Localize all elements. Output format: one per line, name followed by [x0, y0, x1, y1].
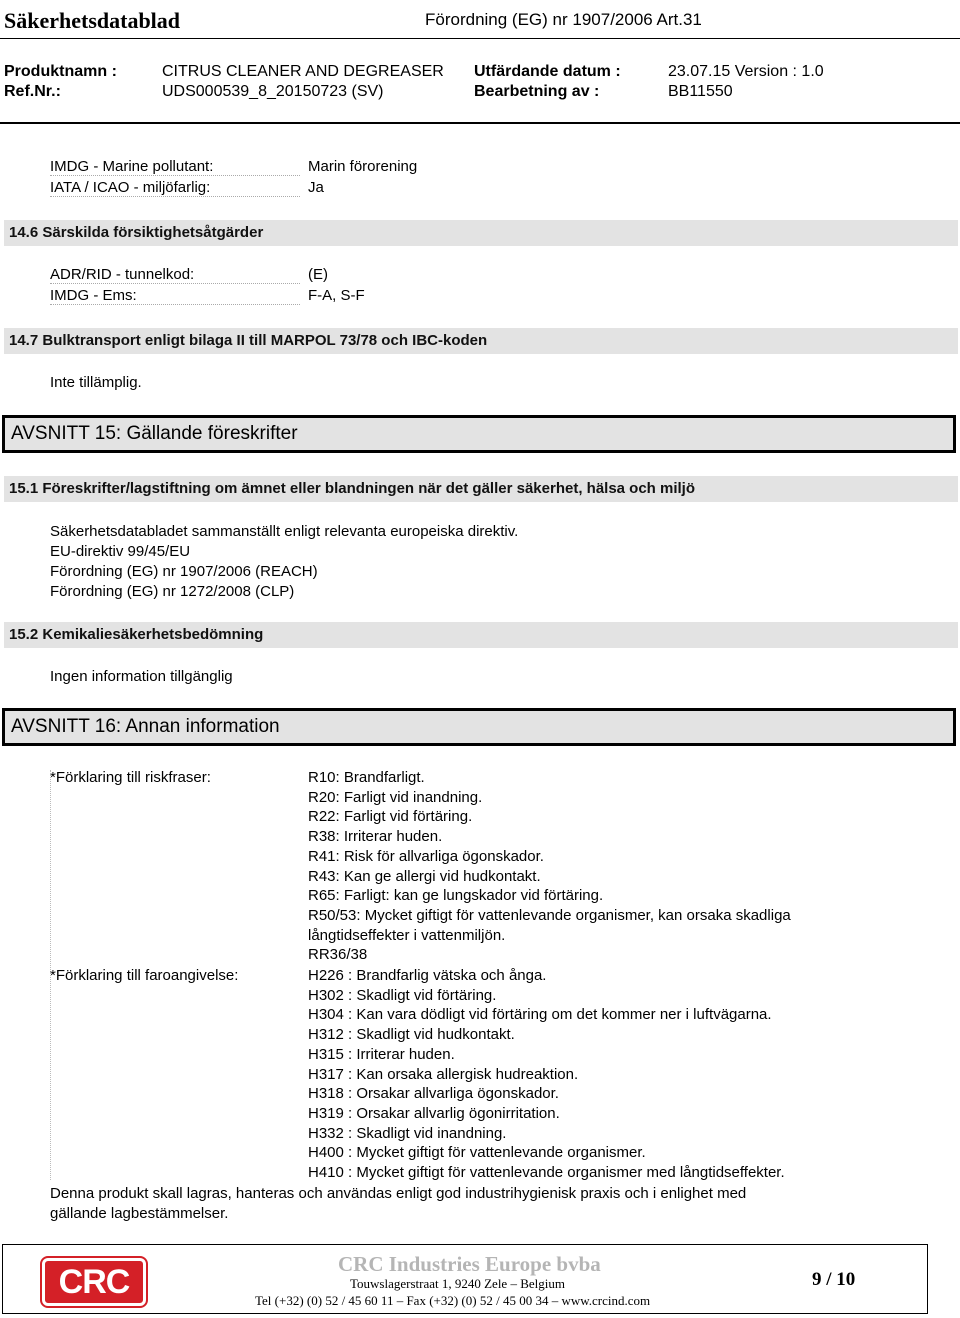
- regulation-line: Förordning (EG) nr 1272/2008 (CLP): [50, 583, 295, 600]
- issued-date-value: 23.07.15 Version : 1.0: [668, 63, 824, 80]
- kv-value: Marin förorening: [308, 158, 418, 175]
- risk-phrase: R41: Risk för allvarliga ögonskador.: [308, 847, 544, 865]
- risk-phrase: R38: Irriterar huden.: [308, 828, 443, 846]
- kv-row: [50, 158, 650, 178]
- hazard-statement: H304 : Kan vara dödligt vid förtäring om det kommer ner i luftvägarna.: [308, 1006, 772, 1024]
- hazard-statement: H302 : Skadligt vid förtäring.: [308, 986, 497, 1004]
- page-number: 9 / 10: [812, 1269, 856, 1290]
- hazard-statements-label: *Förklaring till faroangivelse:: [50, 967, 239, 984]
- kv-value: (E): [308, 266, 328, 283]
- section-heading-16: AVSNITT 16: Annan information: [2, 708, 956, 746]
- regulation-reference: Förordning (EG) nr 1907/2006 Art.31: [425, 10, 702, 29]
- hazard-statement: H410 : Mycket giftigt för vattenlevande organismer med långtidseffekter.: [308, 1164, 785, 1182]
- regulation-line: EU-direktiv 99/45/EU: [50, 543, 191, 560]
- kv-row: [50, 266, 650, 286]
- hazard-statement: H312 : Skadligt vid hudkontakt.: [308, 1026, 515, 1044]
- closing-line: gällande lagbestämmelser.: [50, 1205, 229, 1222]
- subsection-heading-14-6: 14.6 Särskilda försiktighetsåtgärder: [4, 220, 958, 246]
- product-name-label: Produktnamn :: [4, 63, 117, 80]
- hazard-statement: H319 : Orsakar allvarlig ögonirritation.: [308, 1104, 560, 1122]
- kv-key: IMDG - Marine pollutant:: [50, 158, 300, 176]
- hazard-statements-list: [308, 966, 785, 1183]
- section-heading-15: AVSNITT 15: Gällande föreskrifter: [2, 415, 956, 453]
- edited-by-label: Bearbetning av :: [474, 83, 600, 100]
- kv-value: Ja: [308, 179, 324, 196]
- hazard-statement: H332 : Skadligt vid inandning.: [308, 1124, 507, 1142]
- subsection-heading-15-1: 15.1 Föreskrifter/lagstiftning om ämnet eller blandningen när det gäller säkerhet, hälsa och miljö: [4, 476, 958, 502]
- kv-row: [50, 287, 650, 307]
- document-title: Säkerhetsdatablad: [4, 8, 181, 33]
- closing-statement: [50, 1184, 746, 1224]
- hazard-statement: H317 : Kan orsaka allergisk hudreaktion.: [308, 1065, 579, 1083]
- kv-key: IMDG - Ems:: [50, 287, 300, 305]
- ref-number-label: Ref.Nr.:: [4, 83, 61, 100]
- risk-phrase: R22: Farligt vid förtäring.: [308, 808, 473, 826]
- company-name: CRC Industries Europe bvba: [338, 1252, 601, 1276]
- risk-phrases-list: [308, 768, 791, 965]
- risk-phrase: R10: Brandfarligt.: [308, 769, 425, 786]
- risk-phrase: R65: Farligt: kan ge lungskador vid förtäring.: [308, 887, 604, 905]
- hazard-statement: H400 : Mycket giftigt för vattenlevande organismer.: [308, 1144, 646, 1162]
- risk-phrase: R20: Farligt vid inandning.: [308, 788, 483, 806]
- hazard-statement: H318 : Orsakar allvarliga ögonskador.: [308, 1085, 559, 1103]
- kv-row: [50, 179, 650, 199]
- company-contact: Tel (+32) (0) 52 / 45 60 11 – Fax (+32) (0) 52 / 45 00 34 – www.crcind.com: [255, 1293, 651, 1308]
- hazard-statement: H315 : Irriterar huden.: [308, 1045, 455, 1063]
- closing-line: Denna produkt skall lagras, hanteras och användas enligt god industrihygienisk praxis och i enlighet med: [50, 1185, 747, 1202]
- no-information-text: Ingen information tillgänglig: [50, 668, 233, 685]
- header-bottom-rule: [0, 122, 960, 124]
- kv-key: IATA / ICAO - miljöfarlig:: [50, 179, 300, 197]
- risk-phrases-label: *Förklaring till riskfraser:: [50, 769, 211, 786]
- regulation-line: Förordning (EG) nr 1907/2006 (REACH): [50, 563, 318, 580]
- risk-phrase: långtidseffekter i vattenmiljön.: [308, 926, 506, 944]
- issued-date-label: Utfärdande datum :: [474, 63, 621, 80]
- kv-value: F-A, S-F: [308, 287, 365, 304]
- crc-logo: CRC: [42, 1258, 146, 1306]
- kv-key: ADR/RID - tunnelkod:: [50, 266, 300, 284]
- regulation-list: [50, 522, 518, 602]
- header-divider: [0, 38, 960, 39]
- edited-by-value: BB11550: [668, 83, 733, 100]
- subsection-heading-14-7: 14.7 Bulktransport enligt bilaga II till MARPOL 73/78 och IBC-koden: [4, 328, 958, 354]
- ref-number-value: UDS000539_8_20150723 (SV): [162, 83, 384, 100]
- regulation-line: Säkerhetsdatabladet sammanställt enligt relevanta europeiska direktiv.: [50, 523, 519, 540]
- product-name-value: CITRUS CLEANER AND DEGREASER: [162, 63, 444, 80]
- risk-phrase: R50/53: Mycket giftigt för vattenlevande organismer, kan orsaka skadliga: [308, 906, 791, 924]
- hazard-statement: H226 : Brandfarlig vätska och ånga.: [308, 967, 547, 984]
- not-applicable-text: Inte tillämplig.: [50, 374, 142, 391]
- risk-phrase: R43: Kan ge allergi vid hudkontakt.: [308, 867, 541, 885]
- subsection-heading-15-2: 15.2 Kemikaliesäkerhetsbedömning: [4, 622, 958, 648]
- company-address: Touwslagerstraat 1, 9240 Zele – Belgium: [350, 1276, 565, 1291]
- risk-phrase: RR36/38: [308, 946, 368, 964]
